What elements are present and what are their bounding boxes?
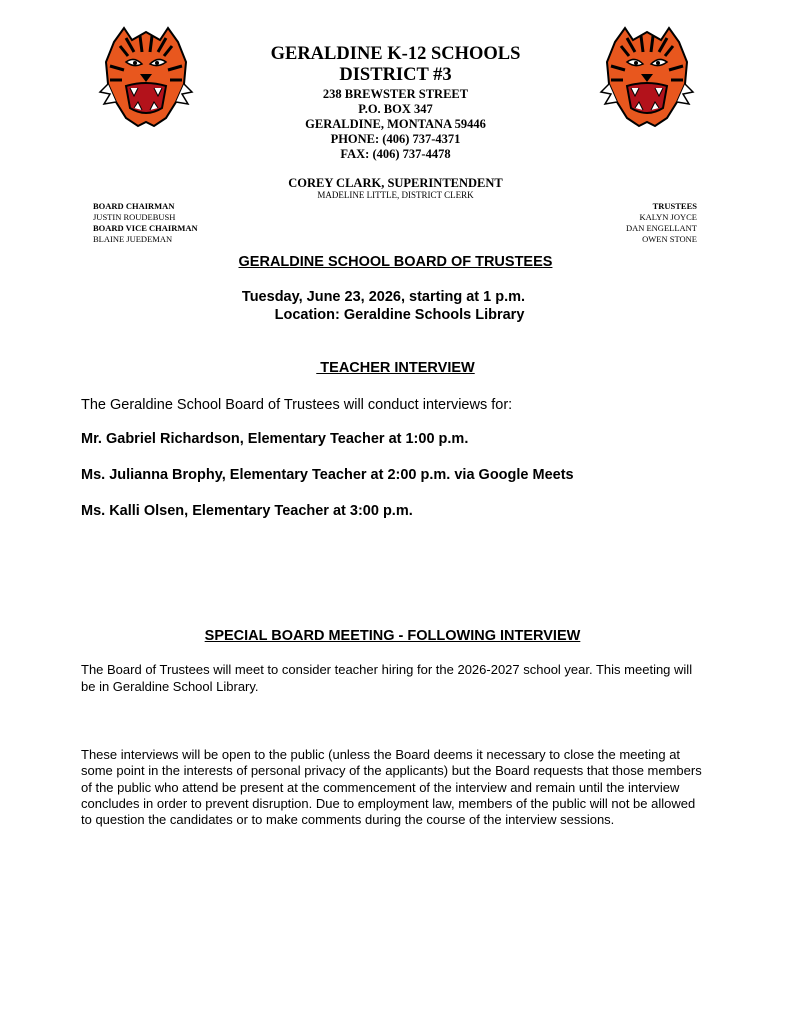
candidate-item: Ms. Julianna Brophy, Elementary Teacher at 2:00 p.m. via Google Meets: [81, 467, 574, 483]
public-notice-paragraph: These interviews will be open to the public (unless the Board deems it necessary to close the meeting at some point in the interests of personal privacy of the applicants) but the Board requests that those members of the public who attend be present at the commencement of the interview and remain until the interview concludes in order to prevent disruption. Due to employment law, members of the public will not be allowed to question the candidates or to make comments during the course of the interview sessions.: [81, 747, 702, 828]
trustee-name: KALYN JOYCE: [639, 212, 697, 222]
special-meeting-heading: SPECIAL BOARD MEETING - FOLLOWING INTERVIEW: [204, 628, 581, 644]
board-chairman-name: JUSTIN ROUDEBUSH: [93, 212, 176, 222]
board-vice-chairman-name: BLAINE JUEDEMAN: [93, 234, 173, 244]
candidate-item: Mr. Gabriel Richardson, Elementary Teacher at 1:00 p.m.: [81, 431, 469, 447]
phone-number: PHONE: (406) 737-4371: [330, 132, 461, 146]
address-city: GERALDINE, MONTANA 59446: [305, 117, 486, 131]
interview-intro: The Geraldine School Board of Trustees will conduct interviews for:: [81, 397, 513, 413]
trustees-title: TRUSTEES: [652, 201, 697, 211]
candidate-item: Ms. Kalli Olsen, Elementary Teacher at 3:00 p.m.: [81, 503, 413, 519]
district-clerk: MADELINE LITTLE, DISTRICT CLERK: [317, 190, 474, 200]
school-name: GERALDINE K-12 SCHOOLS: [270, 44, 521, 64]
board-heading: GERALDINE SCHOOL BOARD OF TRUSTEES: [238, 254, 553, 270]
trustee-name: OWEN STONE: [642, 234, 697, 244]
address-po-box: P.O. BOX 347: [358, 102, 433, 116]
special-meeting-paragraph: The Board of Trustees will meet to consider teacher hiring for the 2026-2027 school year. This meeting will be in Geraldine School Library.: [81, 662, 693, 694]
district-number: DISTRICT #3: [339, 65, 452, 85]
fax-number: FAX: (406) 737-4478: [340, 147, 451, 161]
meeting-location: Location: Geraldine Schools Library: [274, 307, 525, 323]
board-chairman-title: BOARD CHAIRMAN: [93, 201, 175, 211]
address-street: 238 BREWSTER STREET: [322, 87, 469, 101]
board-officers: [93, 201, 198, 245]
trustees-list: [626, 201, 697, 245]
interview-heading: TEACHER INTERVIEW: [316, 360, 475, 376]
trustee-name: DAN ENGELLANT: [625, 223, 697, 233]
meeting-date: Tuesday, June 23, 2026, starting at 1 p.m.: [241, 289, 526, 305]
superintendent: COREY CLARK, SUPERINTENDENT: [288, 176, 503, 190]
board-vice-chairman-title: BOARD VICE CHAIRMAN: [93, 223, 198, 233]
